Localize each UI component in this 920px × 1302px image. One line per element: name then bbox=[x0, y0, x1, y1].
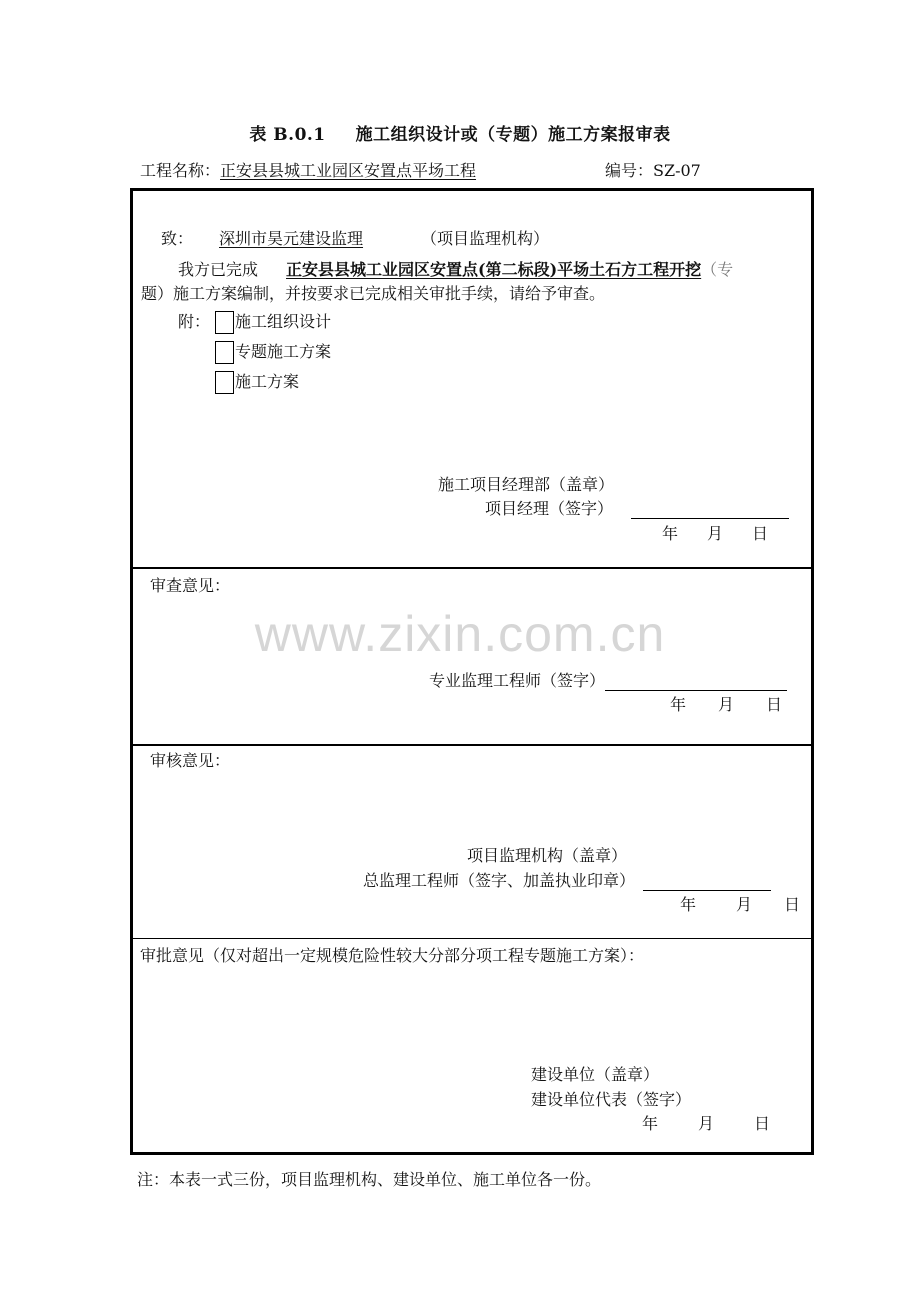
number-row bbox=[605, 158, 701, 181]
number-label: 编号： bbox=[605, 161, 654, 180]
supervisor-name: 深圳市昊元建设监理 bbox=[219, 229, 364, 248]
checkbox[interactable] bbox=[215, 371, 234, 394]
manager-sign-label: 项目经理（签字） bbox=[485, 499, 614, 518]
manager-sign-line[interactable] bbox=[631, 500, 789, 519]
divider bbox=[133, 938, 811, 939]
attachment-label: 施工方案 bbox=[235, 372, 300, 391]
intro-row bbox=[178, 257, 733, 280]
to-label: 致： bbox=[161, 229, 194, 248]
project-name: 正安县县城工业园区安置点平场工程 bbox=[220, 161, 477, 180]
table-title: 施工组织设计或（专题）施工方案报审表 bbox=[355, 125, 671, 145]
manager-sign-row bbox=[485, 496, 789, 519]
intro-line2: 题）施工方案编制，并按要求已完成相关审批手续，请给予审查。 bbox=[141, 284, 606, 303]
audit-heading: 审核意见： bbox=[150, 751, 231, 770]
dept-stamp: 施工项目经理部（盖章） bbox=[438, 475, 615, 494]
chief-sign-line[interactable] bbox=[643, 872, 771, 891]
review-heading: 审查意见： bbox=[150, 576, 231, 595]
approval-form bbox=[130, 188, 814, 1155]
month: 月 bbox=[707, 524, 724, 543]
month: 月 bbox=[698, 1114, 715, 1133]
review-sign-line[interactable] bbox=[605, 672, 787, 691]
year: 年 bbox=[670, 695, 687, 714]
watermark: www.zixin.com.cn bbox=[254, 606, 666, 662]
month: 月 bbox=[736, 895, 753, 914]
date-row-1 bbox=[662, 521, 768, 544]
attachment-item-3[interactable] bbox=[215, 369, 299, 394]
month: 月 bbox=[718, 695, 735, 714]
attachment-item-1[interactable] bbox=[215, 309, 331, 334]
date-row-2 bbox=[670, 692, 782, 715]
addressee-row bbox=[161, 226, 549, 249]
checkbox[interactable] bbox=[215, 311, 234, 334]
attach-label: 附： bbox=[178, 312, 211, 331]
checkbox[interactable] bbox=[215, 341, 234, 364]
day: 日 bbox=[752, 524, 769, 543]
approval-heading: 审批意见（仅对超出一定规模危险性较大分部分项工程专题施工方案）： bbox=[140, 946, 645, 965]
divider bbox=[133, 744, 811, 746]
attachment-label: 专题施工方案 bbox=[235, 342, 332, 361]
number-value: SZ-07 bbox=[653, 161, 701, 180]
day: 日 bbox=[766, 695, 783, 714]
year: 年 bbox=[662, 524, 679, 543]
review-sign-row bbox=[429, 668, 787, 691]
form-title bbox=[0, 120, 920, 145]
review-signer-label: 专业监理工程师（签字） bbox=[429, 671, 606, 690]
chief-sign-row bbox=[363, 868, 771, 891]
org-stamp: 项目监理机构（盖章） bbox=[467, 846, 628, 865]
date-row-4 bbox=[642, 1111, 770, 1134]
year: 年 bbox=[680, 895, 697, 914]
chief-sign-label: 总监理工程师（签字、加盖执业印章） bbox=[363, 871, 636, 890]
footer-note: 注：本表一式三份，项目监理机构、建设单位、施工单位各一份。 bbox=[137, 1170, 602, 1189]
day: 日 bbox=[784, 895, 801, 914]
project-label: 工程名称： bbox=[140, 161, 221, 180]
day: 日 bbox=[754, 1114, 771, 1133]
divider bbox=[133, 567, 811, 569]
supervisor-suffix: （项目监理机构） bbox=[421, 229, 550, 248]
intro-tail: （专 bbox=[701, 260, 734, 279]
attachment-label: 施工组织设计 bbox=[235, 312, 332, 331]
year: 年 bbox=[642, 1114, 659, 1133]
project-name-row bbox=[140, 158, 532, 181]
date-row-3 bbox=[680, 892, 800, 915]
table-code: 表 B.0.1 bbox=[249, 125, 326, 145]
attachment-item-2[interactable] bbox=[215, 339, 331, 364]
intro-prefix: 我方已完成 bbox=[178, 260, 259, 279]
project-work: 正安县县城工业园区安置点(第二标段)平场土石方工程开挖 bbox=[286, 260, 702, 279]
unit-rep-sign: 建设单位代表（签字） bbox=[531, 1090, 692, 1109]
unit-stamp: 建设单位（盖章） bbox=[531, 1065, 660, 1084]
